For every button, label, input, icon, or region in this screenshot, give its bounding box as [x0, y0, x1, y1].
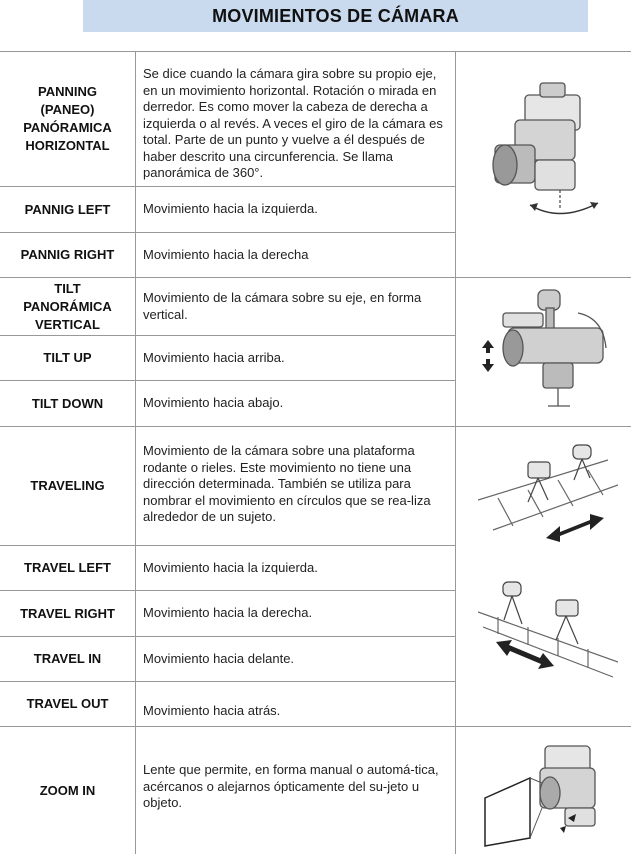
desc-text: Movimiento hacia la izquierda.: [143, 201, 318, 217]
desc-travel-right: [143, 591, 449, 636]
desc-text: Se dice cuando la cámara gira sobre su propio eje, en un movimiento horizontal. Rotación o mirada en derredor. Es como mover la cabeza de derecha a izquierda o al revés. A veces el giro de la cámara es total. Parte de un punto y vuelve a él después de haber descrito una circunferencia. Se llama panorámica de 360°.: [143, 66, 443, 180]
term-traveling: [0, 427, 135, 545]
camera-pan-illustration: [480, 75, 610, 225]
desc-travel-left: [143, 546, 449, 590]
desc-text: Movimiento hacia la derecha.: [143, 605, 313, 621]
pan-arrow: [530, 203, 598, 214]
tilt-down-arrow: [482, 364, 494, 372]
desc-panning: [143, 66, 449, 186]
term-travel-in: [0, 637, 135, 681]
term-label: TRAVEL LEFT: [24, 560, 111, 575]
zoom-frame: [485, 778, 530, 846]
term-pannig-right: [0, 233, 135, 277]
desc-text: Movimiento hacia abajo.: [143, 395, 284, 411]
term-panning: [0, 52, 135, 186]
tilt-up-arrow: [482, 340, 494, 348]
desc-text: Movimiento de la cámara sobre una plataforma rodante o rieles. Este movimiento no tiene una dirección determinada. También se utiliza para nombrar el movimiento en círculos que se rea-liza alrededor de un sujeto.: [143, 443, 431, 524]
traveling-arrow: [546, 514, 604, 542]
term-travel-out: [0, 682, 135, 726]
term-zoom-in: [0, 727, 135, 854]
desc-text: Movimiento hacia delante.: [143, 650, 295, 666]
traveling-dolly-illustration: [478, 440, 618, 550]
term-travel-left: [0, 546, 135, 590]
term-tilt-up: [0, 336, 135, 380]
term-label: TRAVEL RIGHT: [20, 605, 115, 621]
desc-zoom-in: [143, 762, 449, 822]
term-label: PANNIG RIGHT: [20, 247, 115, 262]
term-pannig-left: [0, 187, 135, 232]
travel-arrow: [496, 640, 554, 669]
desc-text: Movimiento hacia atrás.: [143, 702, 281, 718]
desc-text: Lente que permite, en forma manual o automá-tica, acércanos o alejarnos ópticamente del su-jeto u objeto.: [143, 762, 439, 810]
term-label: TILT UP: [43, 350, 92, 365]
column-divider: [455, 51, 456, 854]
desc-tilt-down: [143, 381, 449, 426]
desc-travel-in: [143, 637, 449, 681]
column-divider: [135, 51, 136, 854]
term-label: TRAVEL IN: [33, 651, 102, 666]
camera-zoom-illustration: [480, 738, 610, 850]
desc-pannig-left: [143, 187, 449, 232]
desc-tilt-up: [143, 336, 449, 380]
desc-pannig-right: [143, 233, 449, 277]
desc-text: Movimiento hacia la izquierda.: [143, 559, 318, 575]
term-label: TRAVEL OUT: [26, 696, 109, 711]
term-label: TRAVELING: [30, 478, 105, 493]
desc-tilt: [143, 283, 433, 340]
term-label: TILT DOWN: [31, 395, 104, 411]
camera-tilt-illustration: [478, 288, 618, 408]
page-title: MOVIMIENTOS DE CÁMARA: [212, 5, 459, 26]
desc-travel-out: [143, 696, 449, 726]
desc-text: Movimiento hacia arriba.: [143, 349, 285, 365]
term-tilt-down: [0, 381, 135, 426]
term-label: ZOOM IN: [39, 782, 96, 798]
term-label: PANNING (PANEO) PANÓRAMICA HORIZONTAL: [23, 84, 112, 153]
desc-text: Movimiento hacia la derecha: [143, 246, 309, 262]
desc-text: Movimiento de la cámara sobre su eje, en forma vertical.: [143, 290, 422, 322]
term-tilt: [0, 278, 135, 335]
travel-dolly-illustration: [478, 572, 618, 687]
term-label: PANNIG LEFT: [24, 201, 111, 217]
term-label: TILT PANORÁMICA VERTICAL: [23, 280, 112, 332]
desc-traveling: [143, 443, 449, 538]
term-travel-right: [0, 591, 135, 636]
